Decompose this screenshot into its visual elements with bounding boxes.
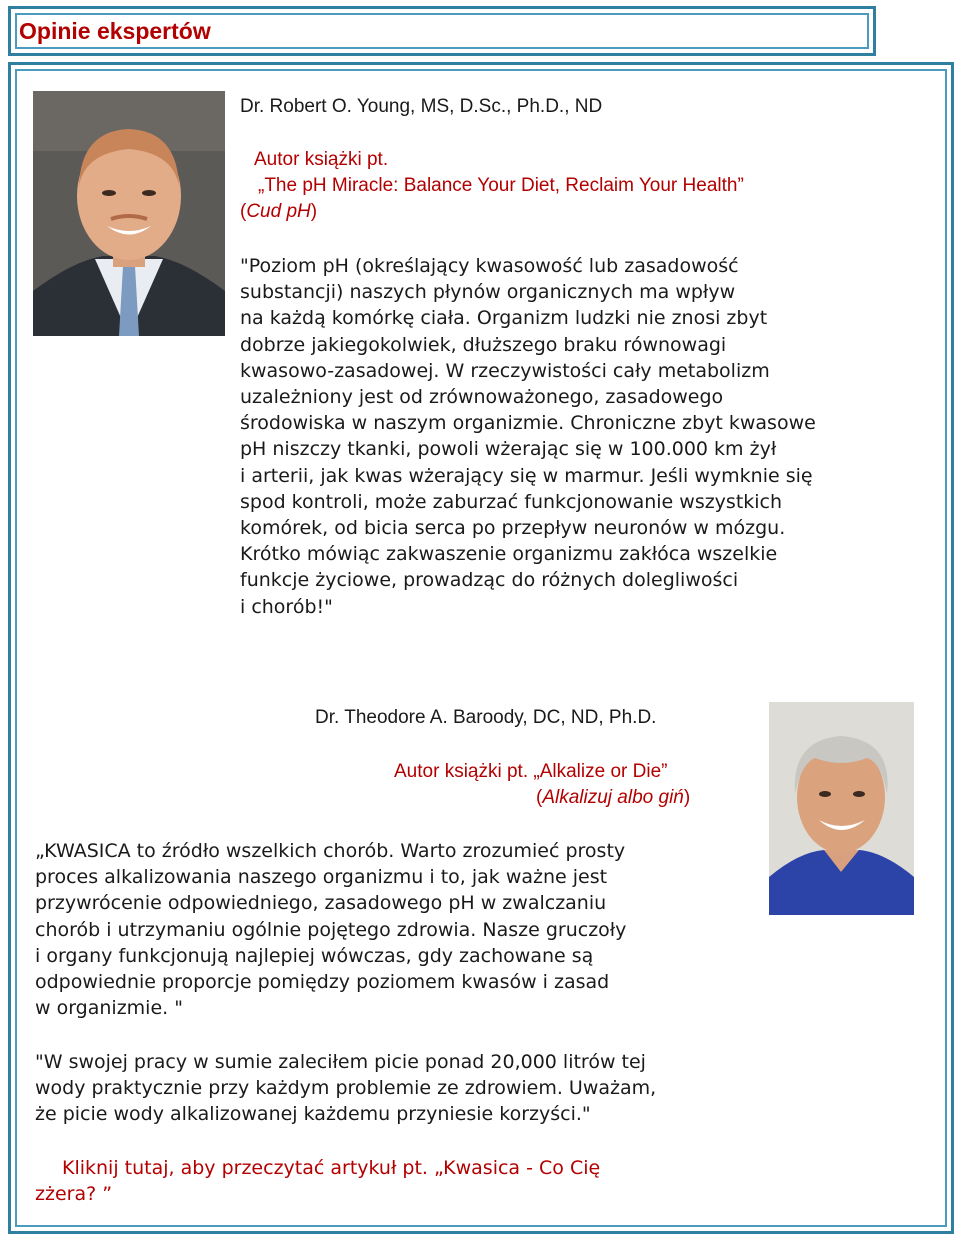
- quote-line: Krótko mówiąc zakwaszenie organizmu zakłóca wszelkie: [240, 543, 778, 566]
- quote-line: wody praktycznie przy każdym problemie ze zdrowiem. Uważam,: [35, 1077, 657, 1100]
- expert1-book-intro: Autor książki pt.: [254, 149, 389, 170]
- expert1-book-title: „The pH Miracle: Balance Your Diet, Reclaim Your Health”: [258, 175, 744, 196]
- section-header: [8, 6, 876, 56]
- quote-line: na każdą komórkę ciała. Organizm ludzki nie znosi zbyt: [240, 307, 768, 330]
- quote-line: w organizmie. ": [35, 997, 183, 1020]
- quote-line: odpowiednie proporcje pomiędzy poziomem kwasów i zasad: [35, 971, 610, 993]
- expert1-photo: [33, 91, 225, 336]
- quote-line: substancji) naszych płynów organicznych ma wpływ: [240, 281, 736, 304]
- quote-line: „KWASICA to źródło wszelkich chorób. Warto zrozumieć prosty: [35, 840, 626, 862]
- quote-line: komórek, od bicia serca po przepływ neuronów w mózgu.: [240, 517, 786, 539]
- section-title: Opinie ekspertów: [19, 18, 211, 44]
- quote-line: "W swojej pracy w sumie zaleciłem picie ponad 20,000 litrów tej: [35, 1051, 646, 1073]
- quote-line: środowiska w naszym organizmie. Chroniczne zbyt kwasowe: [240, 412, 816, 435]
- quote-line: przywrócenie odpowiedniego, zasadowego pH w zwalczaniu: [35, 892, 607, 915]
- article-link-line-2[interactable]: zżera? ”: [35, 1183, 113, 1206]
- quote-line: "Poziom pH (określający kwasowość lub zasadowość: [240, 255, 739, 277]
- expert1-name: Dr. Robert O. Young, MS, D.Sc., Ph.D., ND: [240, 96, 603, 117]
- expert2-photo: [769, 702, 914, 915]
- quote-line: chorób i utrzymaniu ogólnie pojętego zdrowia. Nasze gruczoły: [35, 918, 627, 941]
- expert2-book-line: Autor książki pt. „Alkalize or Die”: [394, 761, 668, 782]
- article-link-line-1[interactable]: Kliknij tutaj, aby przeczytać artykuł pt. „Kwasica - Co Cię: [62, 1157, 601, 1179]
- quote-line: uzależniony jest od zrównoważonego, zasadowego: [240, 386, 724, 408]
- quote-line: i arterii, jak kwas wżerający się w marmur. Jeśli wymknie się: [240, 464, 813, 487]
- quote-line: kwasowo-zasadowej. W rzeczywistości cały metabolizm: [240, 359, 770, 382]
- expert2-book-polish-title: (Alkalizuj albo giń): [536, 787, 691, 808]
- expert2-name: Dr. Theodore A. Baroody, DC, ND, Ph.D.: [315, 707, 657, 728]
- quote-line: pH niszczy tkanki, powoli wżerając się w 100.000 km żył: [240, 438, 777, 461]
- quote-line: proces alkalizowania naszego organizmu i to, jak ważne jest: [35, 866, 608, 889]
- quote-line: spod kontroli, może zaburzać funkcjonowanie wszystkich: [240, 490, 783, 513]
- quote-line: dobrze jakiegokolwiek, dłuższego braku równowagi: [240, 333, 727, 356]
- quote-line: i organy funkcjonują najlepiej wówczas, gdy zachowane są: [35, 944, 594, 967]
- quote-line: że picie wody alkalizowanej każdemu przyniesie korzyści.": [35, 1103, 591, 1126]
- quote-line: funkcje życiowe, prowadząc do różnych dolegliwości: [240, 569, 739, 592]
- quote-line: i chorób!": [240, 595, 333, 618]
- expert1-book-polish-title: (Cud pH): [240, 201, 318, 222]
